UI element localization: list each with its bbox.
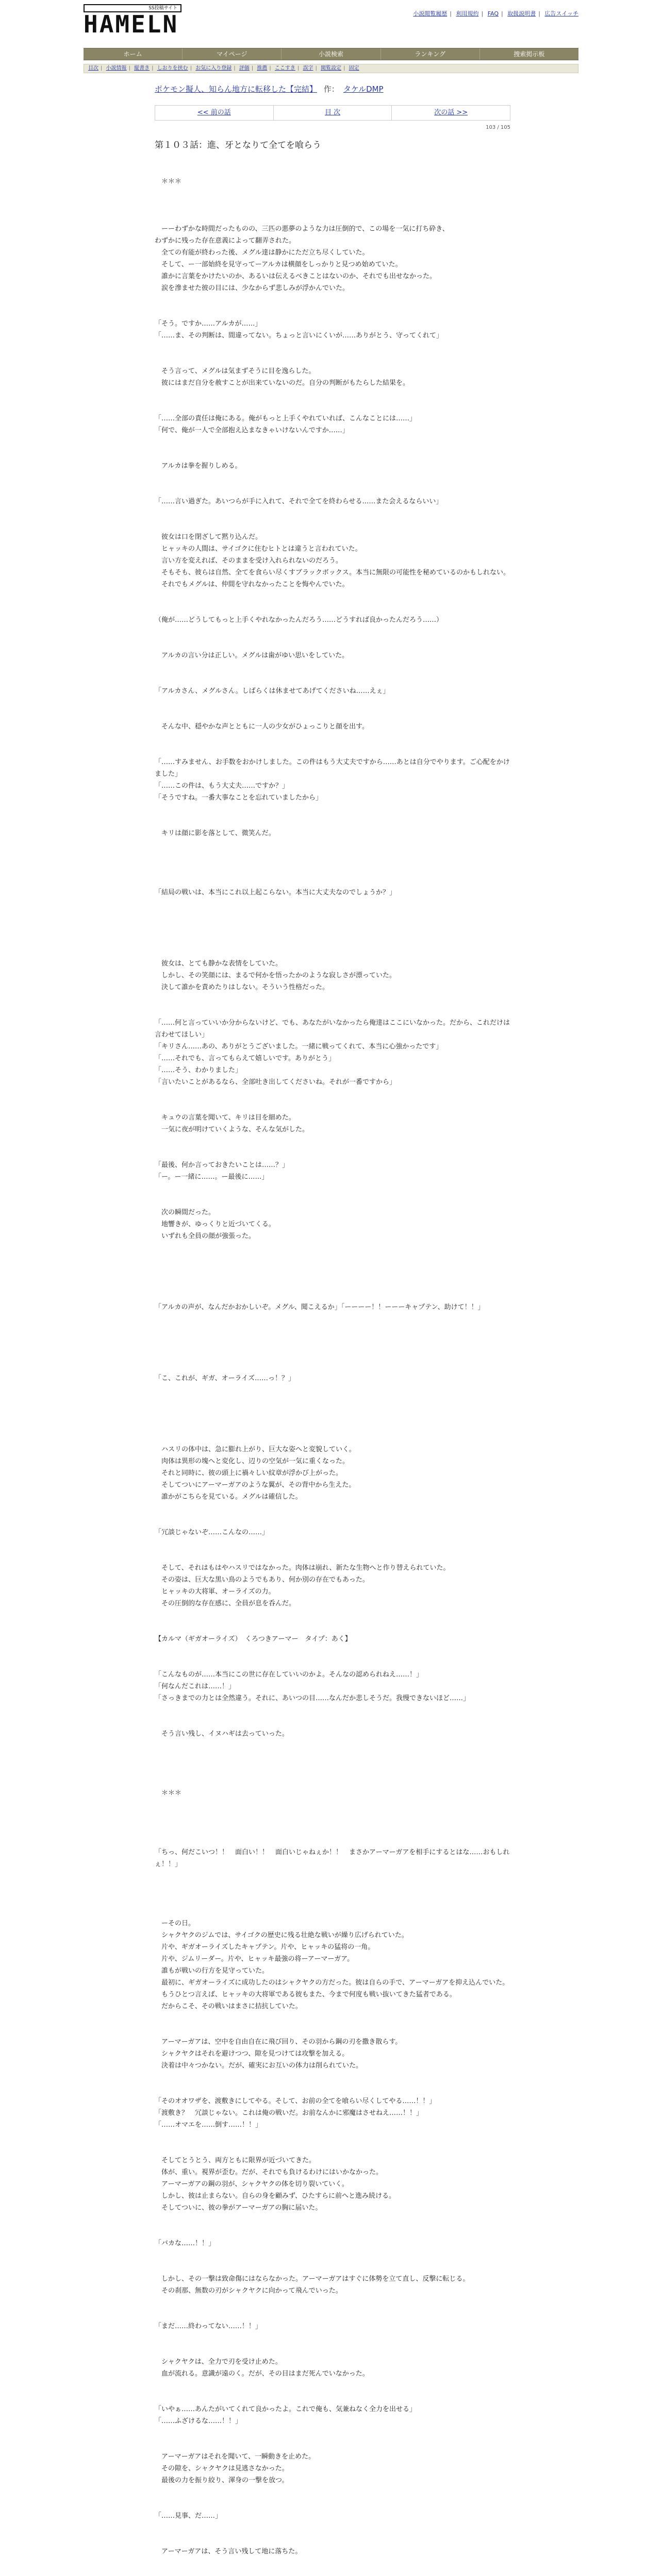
body-paragraph: 最後の力を振り絞り、渾身の一撃を放つ。 (155, 2477, 289, 2484)
gnav-home[interactable]: ホーム (84, 48, 183, 60)
body-paragraph (155, 1183, 510, 1195)
body-paragraph (155, 1764, 510, 1775)
body-paragraph: 「バカな……！！」 (155, 2240, 216, 2247)
body-paragraph (155, 1645, 510, 1657)
body-paragraph (155, 2024, 510, 2036)
subnav-recommend[interactable]: 推薦 (257, 65, 268, 71)
body-paragraph (155, 1242, 510, 1254)
body-paragraph: いずれも全員の顔が強張った。 (155, 1232, 256, 1240)
body-paragraph: アーマーガアは、空中を自由自在に飛び回り、その羽から鋼の刃を撒き散らす。 (155, 2038, 402, 2046)
body-paragraph: 彼にはまだ自分を赦すことが出来ていないのだ。自分の判断がもたらした結果を。 (155, 379, 410, 387)
body-paragraph (155, 519, 510, 531)
subnav-info[interactable]: 小説情報 (106, 65, 127, 71)
body-paragraph: 決して誰かを責めたりはしない。そういう性格だった。 (155, 984, 329, 991)
body-paragraph: 一気に夜が明けていくような、そんな気がした。 (155, 1126, 309, 1133)
body-paragraph: 「何なんだこれは……！」 (155, 1683, 236, 1690)
body-paragraph (155, 2297, 510, 2309)
body-paragraph: 「結局の戦いは、本当にこれ以上起こらない。本当に大丈夫なのでしょうか？」 (155, 889, 396, 896)
body-paragraph (155, 2012, 510, 2024)
body-paragraph (155, 946, 510, 958)
body-paragraph (155, 863, 510, 875)
body-paragraph (155, 2344, 510, 2356)
body-paragraph (155, 744, 510, 756)
body-paragraph (155, 839, 510, 851)
body-paragraph: 誰かがこちらを見ている。メグルは確信した。 (155, 1493, 302, 1501)
body-paragraph (155, 673, 510, 685)
body-paragraph (155, 2131, 510, 2143)
body-paragraph: 「アルカの声が、なんだかおかしいぞ。メグル、聞こえるか」「ーーーー！！ーーーキャプテン、助けて！！」 (155, 1303, 485, 1311)
prev-chapter-button[interactable] (155, 106, 274, 120)
top-links: 小説閲覧履歴 | 利用規約 | FAQ | 取扱説明書 | 広告スイッチ (413, 10, 578, 17)
body-paragraph (155, 2534, 510, 2546)
body-paragraph (155, 2439, 510, 2451)
body-paragraph: 誰もが戦いの行方を見守っていた。 (155, 1967, 269, 1975)
body-paragraph: 「……この件は、もう大丈夫……ですか？」 (155, 782, 289, 790)
body-paragraph (155, 602, 510, 614)
body-paragraph (155, 306, 510, 318)
body-paragraph: もうひとつ言えば、ヒャッキの大将軍である彼もまた、今まで何度も戦い抜いてきた猛者である。 (155, 1991, 456, 1998)
subnav-pin[interactable]: 固定 (349, 65, 359, 71)
prev-chapter-label: << 前の話 (197, 109, 231, 116)
body-paragraph (155, 2309, 510, 2320)
body-paragraph (155, 1609, 510, 1621)
body-paragraph: 体が、重い。視界が歪む。だが、それでも負けるわけにはいかなかった。 (155, 2168, 383, 2176)
site-header (0, 0, 662, 62)
body-paragraph (155, 1503, 510, 1515)
toplink-history[interactable]: 小説閲覧履歴 (413, 10, 448, 17)
body-paragraph (155, 1550, 510, 1562)
body-paragraph (155, 2569, 510, 2576)
body-paragraph: それと同時に、彼の頭上に禍々しい紋章が浮かび上がった。 (155, 1469, 343, 1477)
chapter-title: 第１０３話：進、牙となりて全てを喰らう (155, 140, 321, 150)
body-paragraph: 「言いたいことがあるなら、全部吐き出してくださいね。それが一番ですから」 (155, 1078, 396, 1086)
chapter-count: 103 / 105 (486, 125, 510, 130)
body-paragraph: 「……そう、わかりました」 (155, 1066, 242, 1074)
novel-title-row (155, 82, 510, 96)
body-paragraph: 次の瞬間だった。 (155, 1209, 216, 1216)
body-paragraph (155, 472, 510, 484)
body-paragraph (155, 1906, 510, 1918)
body-paragraph (155, 2214, 510, 2226)
subnav-settings[interactable]: 閲覧設定 (321, 65, 342, 71)
body-paragraph (155, 2072, 510, 2083)
body-paragraph (155, 1432, 510, 1444)
body-paragraph: 「さっきまでの力とは全然違う。それに、あいつの目……なんだか悲しそうだ。我慢できないほど……」 (155, 1694, 470, 1702)
body-paragraph (155, 1254, 510, 1266)
novel-title-link[interactable]: ポケモン擬人、知らん地方に転移した【完結】 (155, 84, 318, 94)
body-paragraph (155, 2557, 510, 2569)
body-paragraph: 「最後、何か言っておきたいことは……？」 (155, 1161, 289, 1169)
body-paragraph (155, 1835, 510, 1846)
body-paragraph: シャクヤクはそれを避けつつ、隙を見つけては攻撃を加える。 (155, 2050, 349, 2058)
body-paragraph: 「そのオオワザを、渡敷きにしてやる。そして、お前の全てを喰らい尽くしてやる……！！」 (155, 2097, 436, 2105)
body-paragraph: 決着は中々つかない。だが、確実にお互いの体力は削られていた。 (155, 2062, 363, 2070)
body-paragraph (155, 1136, 510, 1147)
toplink-ad-switch[interactable]: 広告スイッチ (544, 10, 578, 17)
body-paragraph (155, 2226, 510, 2238)
logo-wordmark: HAMELN (84, 10, 179, 38)
next-chapter-label: 次の話 >> (434, 109, 468, 116)
body-paragraph (155, 1349, 510, 1361)
body-paragraph: 涙を滲ませた彼の目には、少なからず悲しみが浮かんでいた。 (155, 284, 350, 292)
body-paragraph (155, 1396, 510, 1408)
body-paragraph: 「いやぁ……あんたがいてくれて良かったよ。これで俺も、気兼ねなく全力を出せる」 (155, 2405, 417, 2413)
body-paragraph (155, 875, 510, 887)
global-nav (84, 48, 578, 60)
body-paragraph (155, 697, 510, 709)
body-paragraph: ーその日。 (155, 1920, 195, 1927)
body-paragraph (155, 1621, 510, 1633)
body-paragraph (155, 1266, 510, 1278)
body-paragraph (155, 1384, 510, 1396)
gnav-search[interactable]: 小説検索 (282, 48, 380, 60)
body-paragraph: 「そうですね。一番大事なことを忘れていましたから」 (155, 794, 323, 802)
body-paragraph (155, 804, 510, 816)
subnav-toc[interactable]: 目次 (88, 65, 98, 71)
body-paragraph (155, 816, 510, 827)
body-paragraph: 「キリさん……あの、ありがとうございました。一緒に戦ってくれて、本当に心強かったです」 (155, 1043, 443, 1050)
body-paragraph: 片や、ギガオーライズしたキャプテン。片や、ヒャッキの猛将の一角。 (155, 1943, 375, 1951)
main-content (155, 82, 510, 2576)
body-paragraph: 全ての有能が終わった後、メグル達は静かにただ立ち尽くしていた。 (155, 249, 369, 257)
body-paragraph (155, 1313, 510, 1325)
novel-subnav: 目次 | 小説情報 | 縦書き | しおりを挟む | お気に入り登録 | 評価 | 推薦 | ここすき | 誤字 | 閲覧設定 | 固定 (84, 64, 578, 73)
body-paragraph: 肉体は異形の塊へと変化し、辺りの空気が一気に重くなった。 (155, 1458, 350, 1465)
body-paragraph (155, 626, 510, 638)
gnav-board[interactable]: 捜索掲示板 (514, 50, 545, 58)
toplink-manual[interactable]: 取扱説明書 (507, 10, 536, 17)
body-paragraph (155, 590, 510, 602)
body-paragraph: 「……ふざけるな……！！」 (155, 2417, 242, 2425)
body-paragraph: ヒャッキの大将軍、オーライズの力。 (155, 1588, 275, 1596)
body-paragraph: アーマーガアはそれを聞いて、一瞬動きを止めた。 (155, 2453, 316, 2461)
body-paragraph (155, 1100, 510, 1112)
body-paragraph (155, 353, 510, 365)
body-paragraph: ーーわずかな時間だったものの、三匹の悪夢のような力は圧倒的で、この場を一気に打ち砕き、 (155, 225, 449, 233)
body-paragraph (155, 2261, 510, 2273)
body-paragraph: 「アルカさん、メグルさん。しばらくは休ませてあげてくださいね……えぇ」 (155, 687, 390, 695)
next-chapter-button[interactable] (392, 106, 510, 120)
body-paragraph: 「こ、これが、ギガ、オーライズ……っ！？」 (155, 1375, 295, 1382)
body-paragraph: キリは顔に影を落として、微笑んだ。 (155, 829, 275, 837)
body-paragraph: 「……全部の責任は俺にある。俺がもっと上手くやれていれば、こんなことには……」 (155, 415, 417, 422)
body-paragraph: 言い方を変えれば、そのままを受け入れられないのだろう。 (155, 557, 343, 565)
body-paragraph: 「……すみません、お手数をおかけしました。この件はもう大丈夫ですから……あとは自分でやります。ご心配をかけました」 (155, 758, 510, 778)
body-paragraph: 【カルマ（ギガオーライズ） くろつきアーマー タイプ：あく】 (155, 1635, 352, 1643)
body-paragraph: 血が流れる。意識が遠のく。だが、その目はまだ死んでいなかった。 (155, 2370, 369, 2378)
body-paragraph (155, 2427, 510, 2439)
body-paragraph: 「ちっ、何だこいつ！！ 面白い！！ 面白いじゃねぇか！！ まさかアーマーガアを相手にするとはな……おもしれぇ！！」 (155, 1849, 510, 1868)
body-paragraph: そう言い残し、イヌハギは去っていった。 (155, 1730, 289, 1738)
body-paragraph (155, 934, 510, 946)
logo-tagline: SS投稿サイト (84, 4, 181, 12)
body-paragraph (155, 1894, 510, 1906)
body-paragraph: ＊＊＊ (155, 178, 182, 185)
body-paragraph: そしてついにアーマーガアのような翼が、その背中から生えた。 (155, 1481, 356, 1489)
body-paragraph: 「ー。ー一緒に……。ー最後に……」 (155, 1173, 269, 1181)
subnav-typo[interactable]: 誤字 (303, 65, 313, 71)
body-paragraph: そう言って、メグルは気まずそうに目を逸らした。 (155, 367, 316, 375)
body-paragraph: その圧倒的な存在感に、全員が息を呑んだ。 (155, 1600, 296, 1607)
body-paragraph: 「……見事、だ……」 (155, 2512, 222, 2520)
toplink-terms[interactable]: 利用規約 (456, 10, 479, 17)
body-paragraph (155, 1716, 510, 1728)
body-paragraph (155, 993, 510, 1005)
body-paragraph (155, 2332, 510, 2344)
body-paragraph: 「冗談じゃないぞ……こんなの……」 (155, 1529, 269, 1536)
body-paragraph: その刹那、無数の刃がシャクヤクに向かって飛んでいった。 (155, 2287, 342, 2295)
body-paragraph (155, 1005, 510, 1017)
gnav-ranking[interactable]: ランキング (381, 48, 480, 60)
body-paragraph (155, 188, 510, 199)
body-paragraph (155, 662, 510, 673)
chapter-body (155, 164, 510, 2576)
body-paragraph (155, 1882, 510, 1894)
body-paragraph: 「……言い過ぎた。あいつらが手に入れて、それで全てを終わらせる……また会えるならいい」 (155, 498, 443, 505)
body-paragraph (155, 342, 510, 353)
body-paragraph: 誰かに言葉をかけたいのか、あるいは伝えるべきことはないのか、それでも出せなかった。 (155, 273, 437, 280)
body-paragraph (155, 1515, 510, 1527)
gnav-mypage[interactable]: マイページ (183, 48, 282, 60)
body-paragraph (155, 2249, 510, 2261)
subnav-bookmark[interactable]: しおりを挟む (157, 65, 188, 71)
body-paragraph (155, 733, 510, 744)
body-paragraph: そもそも、彼らは自然、全てを食らい尽くすブラックボックス。本当に無限の可能性を秘めているのかもしれない。 (155, 569, 510, 577)
body-paragraph (155, 401, 510, 413)
body-paragraph (155, 899, 510, 910)
body-paragraph: だからこそ、その戦いはまさに拮抗していた。 (155, 2003, 302, 2010)
body-paragraph (155, 1870, 510, 1882)
body-paragraph: 彼女は、とても静かな表情をしていた。 (155, 960, 283, 968)
body-paragraph: しかし、その笑顔には、まるで何かを悟ったかのような寂しさが漂っていた。 (155, 972, 396, 979)
body-paragraph: 「こんなものが……本当にこの世に存在していいのかよ。そんなの認められねえ……！」 (155, 1671, 423, 1679)
body-paragraph (155, 1799, 510, 1811)
body-paragraph (155, 484, 510, 496)
body-paragraph: その姿は、巨大な黒い鳥のようでもあり、何か別の存在でもあった。 (155, 1576, 369, 1584)
subnav-vertical[interactable]: 縦書き (134, 65, 150, 71)
body-paragraph (155, 709, 510, 721)
body-paragraph (155, 1147, 510, 1159)
body-paragraph (155, 1361, 510, 1372)
body-paragraph: わずかに残った存在意義によって翻弄された。 (155, 237, 296, 245)
body-paragraph (155, 638, 510, 650)
body-paragraph (155, 1538, 510, 1550)
body-paragraph (155, 507, 510, 519)
body-paragraph: 地響きが、ゆっくりと近づいてくる。 (155, 1221, 275, 1228)
body-paragraph: そしてとうとう、両方ともに限界が近づいてきた。 (155, 2157, 316, 2164)
body-paragraph: ＊＊＊ (155, 1789, 182, 1797)
body-paragraph (155, 2522, 510, 2534)
body-paragraph: アーマーガアの鋼の羽が、シャクヤクの体を切り裂いていく。 (155, 2180, 349, 2188)
body-paragraph: その隙を、シャクヤクは見逃さなかった。 (155, 2465, 289, 2472)
body-paragraph (155, 1752, 510, 1764)
body-paragraph (155, 2498, 510, 2510)
body-paragraph: シャクヤクのジムでは、サイゴクの歴史に残る壮絶な戦いが繰り広げられていた。 (155, 1931, 408, 1939)
body-paragraph (155, 164, 510, 176)
body-paragraph: 「まだ……終わってない……！！」 (155, 2323, 262, 2330)
body-paragraph: そして、ー一部始終を見守ってーアルカは横顔をしっかりと見つめ始めていた。 (155, 261, 402, 268)
body-paragraph: 「……それでも、言ってもらえて嬉しいです。ありがとう」 (155, 1055, 335, 1062)
body-paragraph (155, 1290, 510, 1301)
body-paragraph: 片や、ジムリーダー。片や、ヒャッキ最強の将ーアーマーガア。 (155, 1955, 354, 1963)
body-paragraph (155, 2380, 510, 2392)
body-paragraph (155, 2486, 510, 2498)
body-paragraph: 「……何と言っていいか分からないけど、でも、あなたがいなかったら俺達はここにいなかった。だから、これだけは言わせてほしい」 (155, 1019, 510, 1039)
body-paragraph (155, 1740, 510, 1752)
body-paragraph: しかし、その一撃は致命傷にはならなかった。アーマーガアはすぐに体勢を立て直し、反撃に転じる。 (155, 2275, 470, 2283)
body-paragraph: シャクヤクは、全力で刃を受け止めた。 (155, 2358, 282, 2366)
body-paragraph (155, 1811, 510, 1823)
body-paragraph (155, 1337, 510, 1349)
body-paragraph (155, 1278, 510, 1290)
body-paragraph (155, 294, 510, 306)
author-prefix: 作： (323, 84, 339, 94)
body-paragraph: そんな中、穏やかな声とともに一人の少女がひょっこりと顔を出す。 (155, 723, 369, 731)
body-paragraph: ヒャッキの人間は、サイゴクに住むヒトとは違うと言われていた。 (155, 545, 362, 553)
subnav-favorite[interactable]: お気に入り登録 (195, 65, 232, 71)
body-paragraph (155, 1408, 510, 1420)
body-paragraph: そして、それはもはやハスリではなかった。肉体は崩れ、新たな生物へと作り替えられていた。 (155, 1564, 450, 1572)
body-paragraph: 最初に、ギガオーライズに成功したのはシャクヤクの方だった。彼は自らの手で、アーマーガアを抑え込んでいた。 (155, 1979, 509, 1987)
body-paragraph (155, 1195, 510, 1207)
body-paragraph (155, 851, 510, 863)
author-link[interactable]: タケルDMP (343, 84, 384, 94)
body-paragraph (155, 211, 510, 223)
body-paragraph (155, 1704, 510, 1716)
body-paragraph (155, 2143, 510, 2155)
body-paragraph: 「そう。ですか……アルカが……」 (155, 320, 262, 328)
body-paragraph (155, 1325, 510, 1337)
site-logo[interactable] (84, 4, 181, 37)
body-paragraph: 「……ま、その判断は、間違ってない。ちょっと言いにくいが……ありがとう、守ってくれて」 (155, 332, 443, 340)
body-paragraph: アルカは拳を握りしめる。 (155, 462, 242, 470)
body-paragraph: そしてついに、彼の拳がアーマーガアの胸に届いた。 (155, 2204, 322, 2212)
body-paragraph (155, 1823, 510, 1835)
body-paragraph (155, 1657, 510, 1669)
body-paragraph (155, 1775, 510, 1787)
body-paragraph: キュウの言葉を聞いて、キリは目を細めた。 (155, 1114, 295, 1122)
toc-label: 目 次 (324, 109, 341, 116)
body-paragraph (155, 910, 510, 922)
body-paragraph (155, 1088, 510, 1100)
subnav-rate[interactable]: 評価 (239, 65, 250, 71)
body-paragraph: 「……オマエを……倒す……！！」 (155, 2121, 262, 2129)
body-paragraph (155, 2083, 510, 2095)
body-paragraph: 「渡敷き？ 冗談じゃない。これは俺の戦いだ。お前なんかに邪魔はさせねえ……！！」 (155, 2109, 423, 2117)
body-paragraph: 「何で、俺が一人で全部抱え込まなきゃいけないんですか……」 (155, 427, 349, 434)
body-paragraph (155, 448, 510, 460)
body-paragraph: アルカの言い分は正しい。メグルは歯がゆい思いをしていた。 (155, 652, 349, 659)
body-paragraph: ハスリの体中は、急に膨れ上がり、巨大な姿へと変貌していく。 (155, 1446, 356, 1453)
body-paragraph (155, 2392, 510, 2403)
chapter-pager (155, 105, 510, 121)
body-paragraph (155, 436, 510, 448)
body-paragraph (155, 199, 510, 211)
body-paragraph (155, 389, 510, 401)
body-paragraph (155, 922, 510, 934)
subnav-koko-suki[interactable]: ここすき (274, 65, 295, 71)
toplink-faq[interactable]: FAQ (487, 10, 499, 17)
body-paragraph: （俺が……どうしてもっと上手くやれなかったんだろう……どうすれば良かったんだろう……） (155, 616, 443, 624)
body-paragraph: アーマーガアは、そう言い残して地に落ちた。 (155, 2548, 302, 2555)
body-paragraph (155, 1420, 510, 1432)
toc-button[interactable] (274, 106, 392, 120)
body-paragraph: それでもメグルは、仲間を守れなかったことを悔やんでいた。 (155, 581, 349, 588)
body-paragraph: 彼女は口を閉ざして黙り込んだ。 (155, 533, 262, 541)
body-paragraph: しかし、彼は止まらない。自らの身を顧みず、ひたすらに前へと進み続ける。 (155, 2192, 395, 2200)
